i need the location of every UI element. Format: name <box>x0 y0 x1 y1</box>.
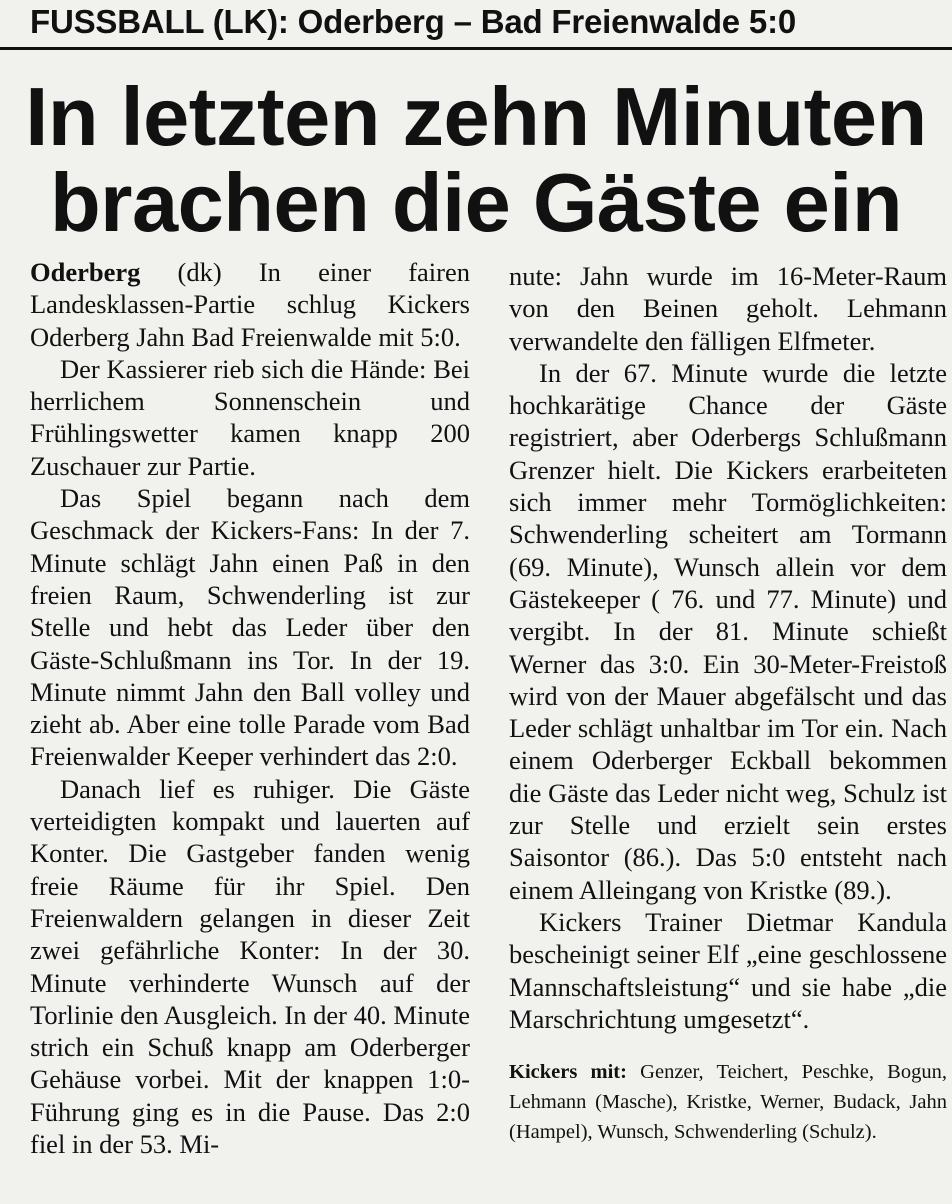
article-paragraph-2: Der Kassierer rieb sich die Hände: Bei herrlichem Sonnenschein und Frühlingswetter kamen knapp 200 Zuschauer zur Partie. <box>30 353 470 481</box>
dateline-place: Oderberg <box>30 257 141 287</box>
lead-text: (dk) In einer fairen Landesklassen-Partie schlug Kickers Oderberg Jahn Bad Freienwalde mit 5:0. <box>30 257 470 352</box>
kicker-rule <box>0 47 952 50</box>
article-column-left <box>30 256 470 1160</box>
lineup-label: Kickers mit: <box>509 1061 627 1084</box>
headline <box>0 70 952 249</box>
article-paragraph-3: Das Spiel begann nach dem Geschmack der Kickers-Fans: In der 7. Minute schlägt Jahn einen Paß in den freien Raum, Schwenderling ist zur Stelle und hebt das Leder über den Gäste-Schlußmann ins Tor. In der 19. Minute nimmt Jahn den Ball volley und zieht ab. Aber eine tolle Parade vom Bad Freienwalder Keeper verhindert das 2:0. <box>30 483 470 772</box>
headline-line-2: brachen die Gäste ein <box>49 156 903 249</box>
article-paragraph-4-continued: nute: Jahn wurde im 16-Meter-Raum von den Beinen geholt. Lehmann verwandelte den fälligen Elfmeter. <box>509 261 947 356</box>
lineup-players: Genzer, Teichert, Peschke, Bogun, Lehmann (Masche), Kristke, Werner, Budack, Jahn (Hampel), Wunsch, Schwenderling (Schulz). <box>509 1061 947 1144</box>
headline-line-1: In letzten zehn Minuten <box>25 70 927 163</box>
article-paragraph-6: Kickers Trainer Dietmar Kandula bescheinigt seiner Elf „eine geschlossene Mannschaftsleistung“ und sie habe „die Marschrichtung umgesetzt“. <box>509 906 947 1034</box>
article-paragraph-4: Danach lief es ruhiger. Die Gäste verteidigten kompakt und lauerten auf Konter. Die Gastgeber fanden wenig freie Räume für ihr Spiel. Den Freienwaldern gelangen in dieser Zeit zwei gefährliche Konter: In der 30. Minute verhinderte Wunsch auf der Torlinie den Ausgleich. In der 40. Minute strich ein Schuß knapp am Oderberger Gehäuse vorbei. Mit der knappen 1:0-Führung ging es in die Pause. Das 2:0 fiel in der 53. Mi- <box>30 773 470 1160</box>
article-lead <box>30 256 470 353</box>
article-column-right <box>509 260 947 1147</box>
team-lineup <box>509 1057 947 1147</box>
article-paragraph-5: In der 67. Minute wurde die letzte hochkarätige Chance der Gäste registriert, aber Oderbergs Schlußmann Grenzer hielt. Die Kickers erarbeiteten sich immer mehr Tormöglichkeiten: Schwenderling scheitert am Tormann (69. Minute), Wunsch allein vor dem Gästekeeper ( 76. und 77. Minute) und vergibt. In der 81. Minute schießt Werner das 3:0. Ein 30-Meter-Freistoß wird von der Mauer abgefälscht und das Leder schlägt unhaltbar im Tor ein. Nach einem Oderberger Eckball bekommen die Gäste das Leder nicht weg, Schulz ist zur Stelle und erzielt sein erstes Saisontor (86.). Das 5:0 entsteht nach einem Alleingang von Kristke (89.). <box>509 357 947 905</box>
kicker-line: FUSSBALL (LK): Oderberg – Bad Freienwalde 5:0 <box>30 3 797 40</box>
